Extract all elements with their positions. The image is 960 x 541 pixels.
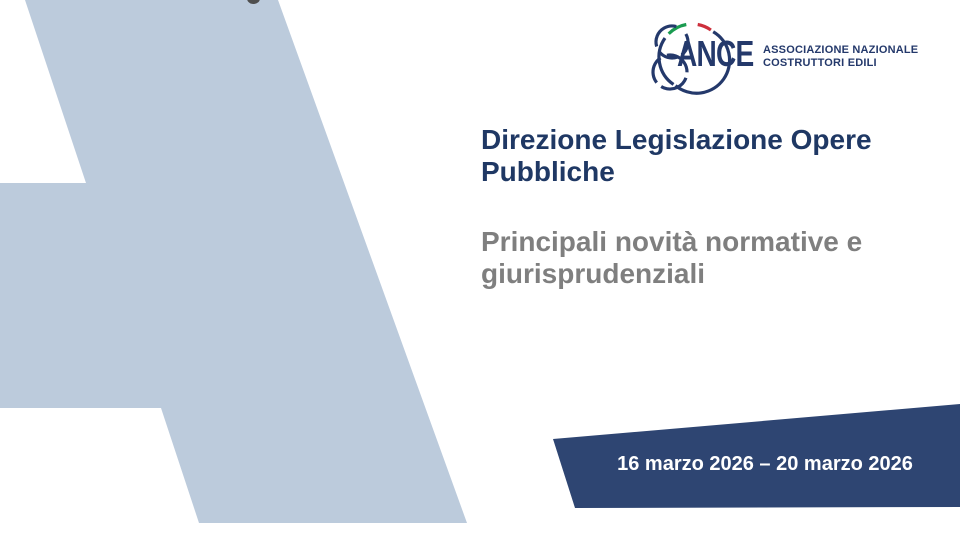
ance-org-line1: ASSOCIAZIONE NAZIONALE: [763, 44, 919, 56]
ance-wordmark: ANCE: [677, 33, 754, 74]
ance-org-line2: COSTRUTTORI EDILI: [763, 57, 877, 69]
slide-title-line1: Direzione Legislazione Opere: [481, 124, 872, 155]
slide-title-line2: Pubbliche: [481, 156, 615, 187]
date-range-label: 16 marzo 2026 – 20 marzo 2026: [617, 453, 913, 475]
slide-subtitle-line1: Principali novità normative e: [481, 226, 863, 257]
slide-subtitle-line2: giurisprudenziali: [481, 258, 706, 289]
